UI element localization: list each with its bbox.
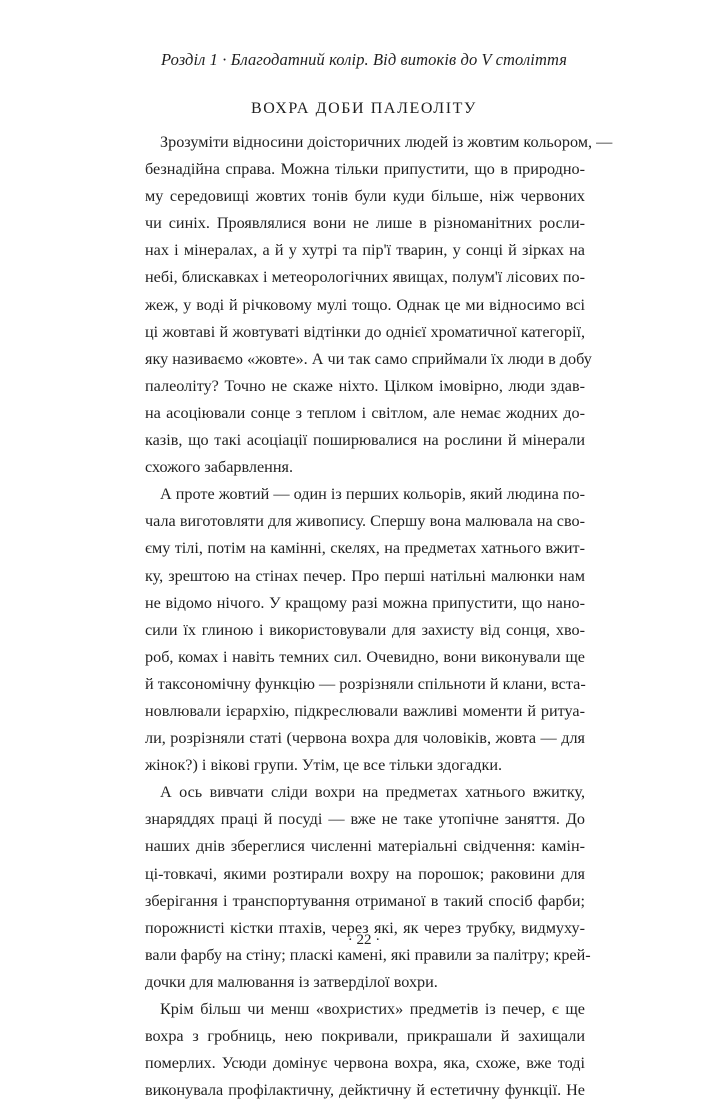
paragraph [145,996,585,1104]
text-line: вохра з гробниць, нею покривали, прикрашали й захищали [145,1027,585,1046]
text-line: жінок?) і вікові групи. Утім, це все тільки здогадки. [145,756,503,775]
text-line: палеоліту? Точно не скаже ніхто. Цілком імовірно, люди здав- [145,376,585,395]
text-line: Зрозуміти відносини доісторичних людей із жовтим кольором, — [160,133,613,151]
text-line: казів, що такі асоціації поширювалися на рослини й мінерали [145,431,585,450]
page-number: · 22 · [347,932,381,948]
text-line: новлювали ієрархію, підкреслювали важливі моменти й ритуа- [145,701,585,720]
text-line: чи синіх. Проявлялися вони не лише в різноманітних росли- [145,214,585,233]
text-line: померлих. Усюди домінує червона вохра, яка, схоже, вже тоді [145,1054,585,1073]
text-line: ці жовтаві й жовтуваті відтінки до однієї хроматичної категорії, [145,322,585,341]
paragraph [145,129,613,481]
section-title: ВОХРА ДОБИ ПАЛЕОЛІТУ [251,100,477,117]
text-line: вали фарбу на стіну; пласкі камені, які правили за палітру; крей- [145,945,591,964]
text-line: небі, блискавках і метеорологічних явищах, полум'ї лісових по- [145,268,585,287]
text-line: дочки для малювання із затверділої вохри. [145,972,438,991]
text-line: схожого забарвлення. [145,458,293,477]
text-line: роб, комах і навіть темних сил. Очевидно, вони виконували ще [145,647,585,666]
text-line: сили їх глиною і використовували для захисту від сонця, хво- [145,620,585,639]
paragraph [145,779,591,996]
text-line: наших днів збереглися численні матеріальні свідчення: камін- [145,837,585,856]
text-line: знаряддях праці й посуді — вже не таке утопічне заняття. До [145,810,585,829]
running-head: Розділ 1 · Благодатний колір. Від витоків до V століття [161,50,567,69]
text-line: яку називаємо «жовте». А чи так само сприймали їх люди в добу [145,349,592,368]
body-text [145,129,613,1104]
text-line: ку, зрештою на стінах печер. Про перші натільні малюнки нам [145,566,585,585]
text-line: жеж, у воді й річковому мулі тощо. Однак це ми відносимо всі [145,295,585,314]
text-line: безнадійна справа. Можна тільки припустити, що в природно- [145,160,585,179]
text-line: му середовищі жовтих тонів були куди більше, ніж червоних [145,187,585,206]
text-line: й таксономічну функцію — розрізняли спільноти й клани, вста- [145,674,586,693]
text-line: А проте жовтий — один із перших кольорів, який людина по- [160,485,585,504]
text-line: на асоціювали сонце з теплом і світлом, але немає жодних до- [145,403,585,422]
text-line: зберігання і транспортування отриманої в такий спосіб фарби; [145,891,585,910]
text-line: ли, розрізняли статі (червона вохра для чоловіків, жовта — для [145,729,585,748]
text-line: чала виготовляти для живопису. Спершу вона малювала на сво- [145,512,585,531]
text-line: порожнисті кістки птахів, через які, як через трубку, видмуху- [145,918,585,937]
text-line: Крім більш чи менш «вохристих» предметів із печер, є ще [160,1000,585,1018]
text-line: нах і мінералах, а й у хутрі та пір'ї тварин, у сонці й зірках на [145,241,585,260]
text-line: виконувала профілактичну, дейктичну й естетичну функції. Не [145,1081,585,1100]
text-line: А ось вивчати сліди вохри на предметах хатнього вжитку, [160,783,585,802]
text-line: єму тілі, потім на камінні, скелях, на предметах хатнього вжит- [145,539,585,558]
text-line: не відомо нічого. У кращому разі можна припустити, що нано- [145,593,585,612]
paragraph [145,481,585,779]
text-line: ці-товкачі, якими розтирали вохру на порошок; раковини для [145,864,585,883]
